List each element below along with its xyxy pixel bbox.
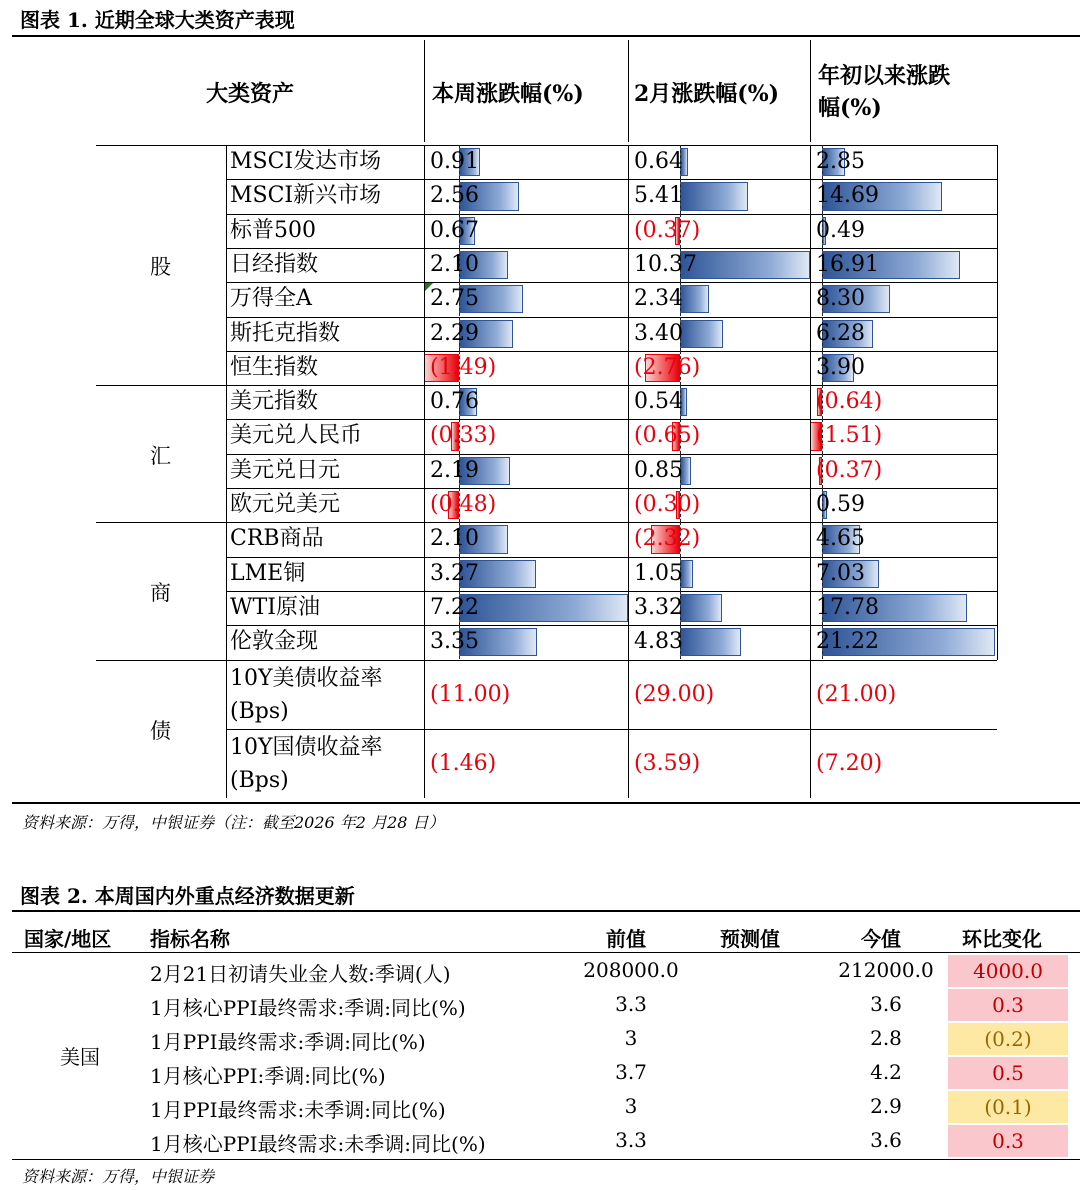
now-value: 2.8 xyxy=(870,1026,902,1050)
bar-positive xyxy=(459,594,628,622)
vline-body xyxy=(628,145,629,798)
cell-value-ytd: 3.90 xyxy=(816,354,865,380)
cell-value-ytd: 14.69 xyxy=(816,183,879,209)
row-label: 恒生指数 xyxy=(230,354,319,380)
row-label: 伦敦金现 xyxy=(230,629,319,655)
cell-value-weekly: 0.67 xyxy=(430,217,479,243)
row-label: CRB商品 xyxy=(230,526,324,552)
cell-value-weekly: 3.35 xyxy=(430,629,479,655)
bar-positive xyxy=(680,182,748,210)
row-line xyxy=(226,729,997,730)
prev-value: 3.3 xyxy=(615,1128,647,1152)
row-label: 美元兑日元 xyxy=(230,457,341,483)
cell-value-feb: (0.30) xyxy=(634,492,701,517)
prev-value: 3.7 xyxy=(615,1060,647,1084)
cell-value-feb: 0.85 xyxy=(634,457,683,483)
prev-value: 208000.0 xyxy=(583,958,679,982)
cell-value-feb: (2.32) xyxy=(634,526,701,552)
row-label: MSCI发达市场 xyxy=(230,149,382,174)
cell-value-weekly: (0.48) xyxy=(430,492,497,517)
change-value: (0.2) xyxy=(948,1023,1068,1055)
cell-value-weekly: 2.56 xyxy=(430,183,479,209)
cell-value-weekly: 0.76 xyxy=(430,389,479,415)
row-line xyxy=(226,317,997,318)
cell-value-ytd: (21.00) xyxy=(816,681,897,707)
cell-value-ytd: 21.22 xyxy=(816,629,879,655)
row-line xyxy=(226,660,997,661)
cell-value-weekly: 7.22 xyxy=(430,594,479,620)
table2-top-rule xyxy=(12,910,1080,912)
group-line xyxy=(96,660,226,661)
group-label: 商 xyxy=(150,580,171,605)
row-label: WTI原油 xyxy=(230,594,320,620)
t2-header-forecast: 预测值 xyxy=(720,927,780,951)
cell-value-feb: 10.37 xyxy=(634,251,697,277)
table1-source: 资料来源：万得，中银证券（注：截至2026 年2 月28 日） xyxy=(22,813,445,832)
cell-value-ytd: (0.37) xyxy=(816,457,883,483)
change-value: (0.1) xyxy=(948,1091,1068,1123)
cell-value-ytd: 8.30 xyxy=(816,286,865,312)
change-value: 0.3 xyxy=(948,989,1068,1021)
table2-title: 图表 2. 本周国内外重点经济数据更新 xyxy=(20,884,355,908)
row-line xyxy=(226,557,997,558)
row-line xyxy=(226,522,997,523)
table1-title: 图表 1. 近期全球大类资产表现 xyxy=(20,8,295,32)
row-label: 标普500 xyxy=(230,217,316,243)
cell-value-weekly: 0.91 xyxy=(430,149,479,174)
row-label: 日经指数 xyxy=(230,251,319,277)
indicator-name: 1月PPI最终需求:未季调:同比(%) xyxy=(150,1098,446,1122)
cell-value-ytd: 7.03 xyxy=(816,560,865,586)
prev-value: 3.3 xyxy=(615,992,647,1016)
group-label: 汇 xyxy=(150,443,171,468)
header-weekly-change: 本周涨跌幅(%) xyxy=(432,81,584,107)
cell-value-feb: (0.37) xyxy=(634,217,701,243)
bar-positive xyxy=(680,285,709,313)
prev-value: 3 xyxy=(624,1026,638,1050)
row-label: 万得全A xyxy=(230,286,312,312)
row-label-line2: (Bps) xyxy=(230,698,289,724)
cell-value-feb: 3.32 xyxy=(634,594,683,620)
cell-value-weekly: (11.00) xyxy=(430,681,511,707)
row-line xyxy=(226,282,997,283)
bar-positive xyxy=(680,628,741,656)
header-ytd-change xyxy=(818,60,950,124)
vline-feb xyxy=(628,40,629,142)
cell-value-ytd: 0.59 xyxy=(816,492,865,517)
cell-value-feb: (29.00) xyxy=(634,681,715,707)
vline-right xyxy=(997,145,998,660)
header-feb-change: 2月涨跌幅(%) xyxy=(634,81,780,107)
row-line xyxy=(226,488,997,489)
indicator-name: 1月核心PPI:季调:同比(%) xyxy=(150,1064,386,1088)
table2-header-rule xyxy=(12,952,1080,953)
now-value: 4.2 xyxy=(870,1060,902,1084)
now-value: 3.6 xyxy=(870,1128,902,1152)
indicator-name: 1月PPI最终需求:季调:同比(%) xyxy=(150,1030,426,1054)
header-asset-class: 大类资产 xyxy=(206,81,295,107)
row-label: 美元兑人民币 xyxy=(230,423,363,449)
cell-value-ytd: 16.91 xyxy=(816,251,879,277)
row-line xyxy=(226,248,997,249)
indicator-name: 1月核心PPI最终需求:未季调:同比(%) xyxy=(150,1132,486,1156)
cell-value-feb: 0.54 xyxy=(634,389,683,415)
vline-ytd xyxy=(810,40,811,142)
vline-weekly xyxy=(424,40,425,142)
now-value: 3.6 xyxy=(870,992,902,1016)
cell-value-weekly: 2.10 xyxy=(430,251,479,277)
t2-header-country: 国家/地区 xyxy=(24,927,112,951)
row-label-line2: (Bps) xyxy=(230,767,289,793)
group-top-line xyxy=(96,145,226,146)
cell-value-weekly: 3.27 xyxy=(430,560,479,586)
cell-value-ytd: (0.64) xyxy=(816,389,883,415)
t2-header-now: 今值 xyxy=(861,927,901,951)
cell-value-feb: 5.41 xyxy=(634,183,683,209)
t2-header-change: 环比变化 xyxy=(962,927,1042,951)
table2-bottom-rule xyxy=(12,1159,1080,1160)
change-value: 0.5 xyxy=(948,1057,1068,1089)
change-value: 0.3 xyxy=(948,1125,1068,1157)
bar-positive xyxy=(680,594,722,622)
prev-value: 3 xyxy=(624,1094,638,1118)
t2-header-prev: 前值 xyxy=(606,927,646,951)
row-label: 欧元兑美元 xyxy=(230,492,341,517)
t2-header-indicator: 指标名称 xyxy=(150,927,230,951)
cell-value-weekly: (1.49) xyxy=(430,354,497,380)
cell-value-ytd: (7.20) xyxy=(816,750,883,776)
bar-positive xyxy=(680,320,723,348)
row-label: 斯托克指数 xyxy=(230,320,341,346)
cell-value-feb: (0.65) xyxy=(634,423,701,449)
indicator-name: 2月21日初请失业金人数:季调(人) xyxy=(150,962,451,986)
t2-country: 美国 xyxy=(60,1045,100,1069)
cell-value-feb: 0.64 xyxy=(634,149,683,174)
cell-value-ytd: 6.28 xyxy=(816,320,865,346)
group-line xyxy=(96,385,226,386)
table1-top-rule xyxy=(12,35,1080,37)
now-value: 2.9 xyxy=(870,1094,902,1118)
table2-source: 资料来源：万得，中银证券 xyxy=(22,1167,215,1186)
group-label: 债 xyxy=(150,718,171,743)
vline-body xyxy=(226,145,227,798)
cell-value-ytd: 2.85 xyxy=(816,149,865,174)
cell-value-feb: 4.83 xyxy=(634,629,683,655)
group-line xyxy=(96,522,226,523)
group-label: 股 xyxy=(150,255,171,280)
cell-value-ytd: 0.49 xyxy=(816,217,865,243)
header-ytd-line2: 幅(%) xyxy=(818,95,882,121)
row-line xyxy=(226,214,997,215)
vline-body xyxy=(424,145,425,798)
vline-body xyxy=(810,145,811,798)
indicator-name: 1月核心PPI最终需求:季调:同比(%) xyxy=(150,996,466,1020)
header-ytd-line1: 年初以来涨跌 xyxy=(818,63,951,89)
cell-value-feb: 2.34 xyxy=(634,286,683,312)
row-label: 美元指数 xyxy=(230,389,319,415)
cell-value-ytd: 4.65 xyxy=(816,526,865,552)
row-label-line1: 10Y美债收益率 xyxy=(230,665,383,691)
cell-value-weekly: (0.33) xyxy=(430,423,497,449)
row-line xyxy=(226,625,997,626)
now-value: 212000.0 xyxy=(838,958,934,982)
cell-value-ytd: 17.78 xyxy=(816,594,879,620)
cell-value-feb: 1.05 xyxy=(634,560,683,586)
cell-value-weekly: (1.46) xyxy=(430,750,497,776)
row-line xyxy=(226,351,997,352)
bar-positive xyxy=(680,251,810,279)
cell-value-weekly: 2.19 xyxy=(430,457,479,483)
row-line xyxy=(226,591,997,592)
cell-value-weekly: 2.29 xyxy=(430,320,479,346)
cell-value-weekly: 2.75 xyxy=(430,286,479,312)
row-label-line1: 10Y国债收益率 xyxy=(230,734,383,760)
cell-value-feb: (2.76) xyxy=(634,354,701,380)
row-label: MSCI新兴市场 xyxy=(230,183,382,209)
row-label: LME铜 xyxy=(230,560,306,586)
cell-value-weekly: 2.10 xyxy=(430,526,479,552)
table1-bottom-rule xyxy=(12,802,1080,804)
cell-value-feb: 3.40 xyxy=(634,320,683,346)
cell-marker-icon xyxy=(425,283,433,291)
change-value: 4000.0 xyxy=(948,955,1068,987)
cell-value-ytd: (1.51) xyxy=(816,423,883,449)
cell-value-feb: (3.59) xyxy=(634,750,701,776)
